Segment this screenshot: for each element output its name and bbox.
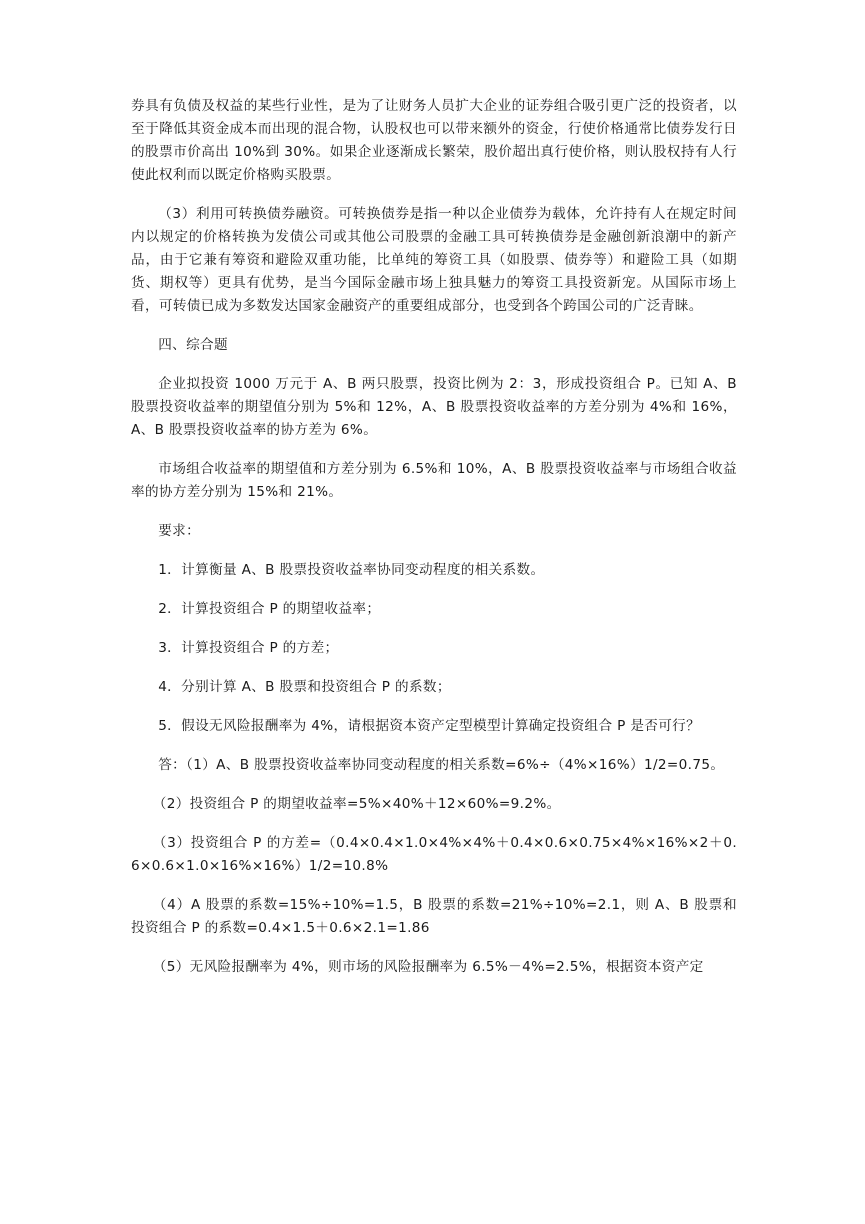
requirement-item-3: 3．计算投资组合 P 的方差； xyxy=(158,640,339,656)
section-heading-comprehensive: 四、综合题 xyxy=(158,337,228,353)
requirement-item-4: 4．分别计算 A、B 股票和投资组合 P 的系数； xyxy=(158,679,451,695)
document-body xyxy=(131,95,737,979)
answer-item-5: （5）无风险报酬率为 4%，则市场的风险报酬率为 6.5%－4%=2.5%，根据资本资产定 xyxy=(152,959,704,975)
requirement-item-2: 2．计算投资组合 P 的期望收益率； xyxy=(158,601,381,617)
paragraph-problem-statement: 企业拟投资 1000 万元于 A、B 两只股票，投资比例为 2：3，形成投资组合 P。已知 A、B 股票投资收益率的期望值分别为 5%和 12%，A、B 股票投资收益率的方差分别为 4%和 16%，A、B 股票投资收益率的协方差为 6%。 xyxy=(131,376,737,438)
answer-item-4: （4）A 股票的系数=15%÷10%=1.5，B 股票的系数=21%÷10%=2.1，则 A、B 股票和投资组合 P 的系数=0.4×1.5＋0.6×2.1=1.86 xyxy=(131,897,737,936)
answer-item-3: （3）投资组合 P 的方差=（0.4×0.4×1.0×4%×4%＋0.4×0.6×0.75×4%×16%×2＋0.6×0.6×1.0×16%×16%）1/2=10.8% xyxy=(131,835,737,874)
answer-item-1: 答：（1）A、B 股票投资收益率协同变动程度的相关系数=6%÷（4%×16%）1/2=0.75。 xyxy=(158,757,725,773)
requirement-item-1: 1．计算衡量 A、B 股票投资收益率协同变动程度的相关系数。 xyxy=(158,562,545,578)
answer-item-2: （2）投资组合 P 的期望收益率=5%×40%＋12×60%=9.2%。 xyxy=(152,796,561,812)
paragraph-warrant-continuation: 券具有负债及权益的某些行业性，是为了让财务人员扩大企业的证券组合吸引更广泛的投资者，以至于降低其资金成本而出现的混合物，认股权也可以带来额外的资金，行使价格通常比债券发行日的股票市价高出 10%到 30%。如果企业逐渐成长繁荣，股价超出真行使价格，则认股权持有人行使此权利而以既定价格购买股票。 xyxy=(131,98,737,183)
requirements-label: 要求： xyxy=(158,523,201,539)
requirement-item-5: 5．假设无风险报酬率为 4%，请根据资本资产定型模型计算确定投资组合 P 是否可行？ xyxy=(158,718,701,734)
paragraph-convertible-bonds: （3）利用可转换债券融资。可转换债券是指一种以企业债券为载体，允许持有人在规定时间内以规定的价格转换为发债公司或其他公司股票的金融工具可转换债券是金融创新浪潮中的新产品，由于它兼有筹资和避险双重功能，比单纯的筹资工具（如股票、债券等）和避险工具（如期货、期权等）更具有优势，是当今国际金融市场上独具魅力的筹资工具投资新宠。从国际市场上看，可转债已成为多数发达国家金融资产的重要组成部分，也受到各个跨国公司的广泛青睐。 xyxy=(131,206,737,314)
paragraph-market-portfolio: 市场组合收益率的期望值和方差分别为 6.5%和 10%，A、B 股票投资收益率与市场组合收益率的协方差分别为 15%和 21%。 xyxy=(131,461,737,500)
